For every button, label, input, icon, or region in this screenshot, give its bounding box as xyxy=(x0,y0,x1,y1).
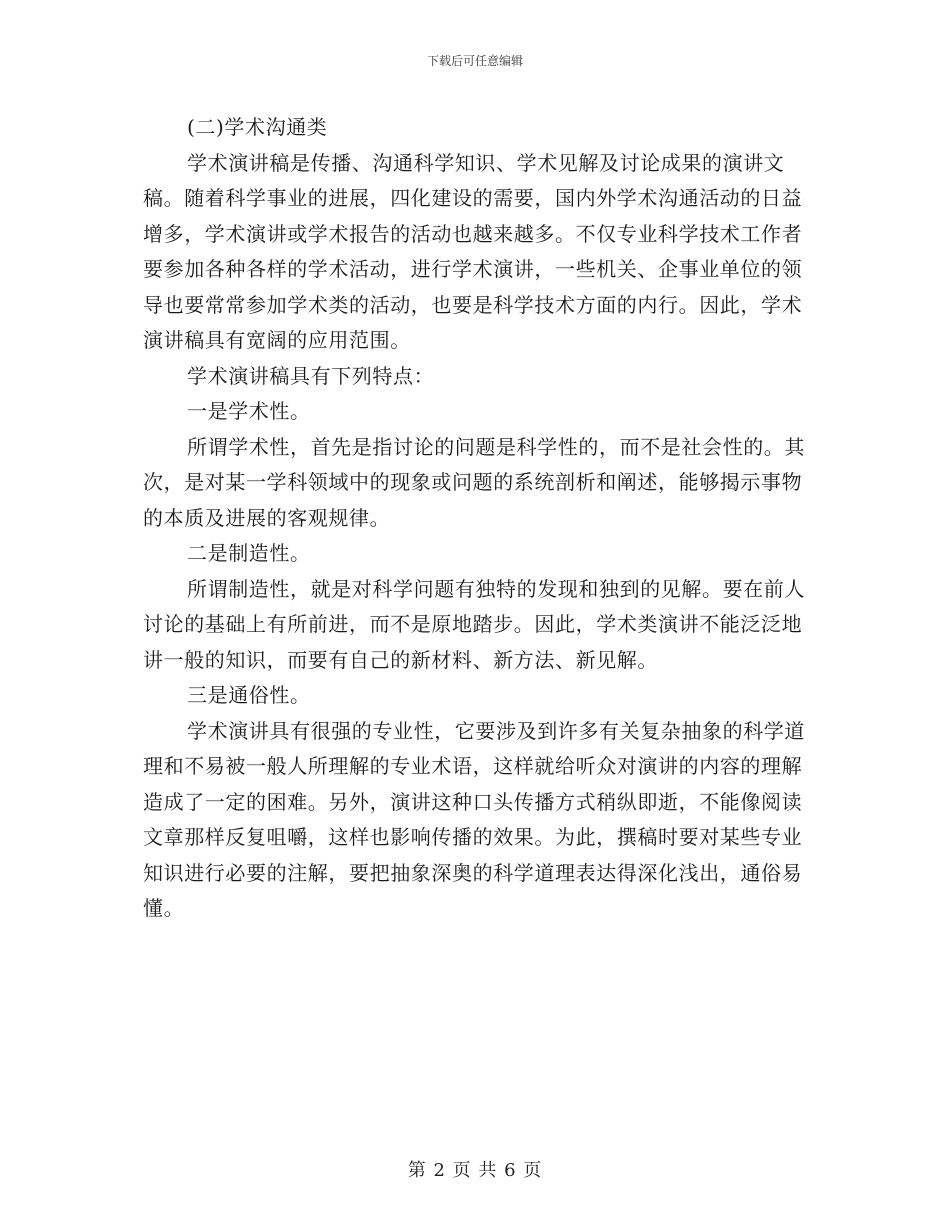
feature-heading-academic: 一是学术性。 xyxy=(187,399,311,423)
page-number-footer: 第 2 页 共 6 页 xyxy=(407,1160,543,1181)
section-heading: (二)学术沟通类 xyxy=(187,115,328,139)
paragraph-academic: 所谓学术性，首先是指讨论的问题是科学性的，而不是社会性的。其次，是对某一学科领域中的现象或问题的系统剖析和阐述，能够揭示事物的本质及进展的客观规律。 xyxy=(143,434,805,530)
page-header: 下载后可任意编辑 xyxy=(426,54,523,68)
paragraph-features-lead: 学术演讲稿具有下列特点： xyxy=(187,363,435,388)
paragraph-popular: 学术演讲具有很强的专业性，它要涉及到许多有关复杂抽象的科学道理和不易被一般人所理解的专业术语，这样就给听众对演讲的内容的理解造成了一定的困难。另外，演讲这种口头传播方式稍纵即逝，不能像阅读文章那样反复咀嚼，这样也影响传播的效果。为此，撰稿时要对某些专业知识进行必要的注解，要把抽象深奥的科学道理表达得深化浅出，通俗易懂。 xyxy=(143,718,805,920)
feature-heading-popular: 三是通俗性。 xyxy=(187,683,311,707)
feature-heading-creative: 二是制造性。 xyxy=(187,541,311,565)
document-body xyxy=(143,110,813,927)
paragraph-creative: 所谓制造性，就是对科学问题有独特的发现和独到的见解。要在前人讨论的基础上有所前进，而不是原地踏步。因此，学术类演讲不能泛泛地讲一般的知识，而要有自己的新材料、新方法、新见解。 xyxy=(143,576,805,672)
paragraph-intro: 学术演讲稿是传播、沟通科学知识、学术见解及讨论成果的演讲文稿。随着科学事业的进展，四化建设的需要，国内外学术沟通活动的日益增多，学术演讲或学术报告的活动也越来越多。不仅专业科学技术工作者要参加各种各样的学术活动，进行学术演讲，一些机关、企事业单位的领导也要常常参加学术类的活动，也要是科学技术方面的内行。因此，学术演讲稿具有宽阔的应用范围。 xyxy=(143,150,803,352)
